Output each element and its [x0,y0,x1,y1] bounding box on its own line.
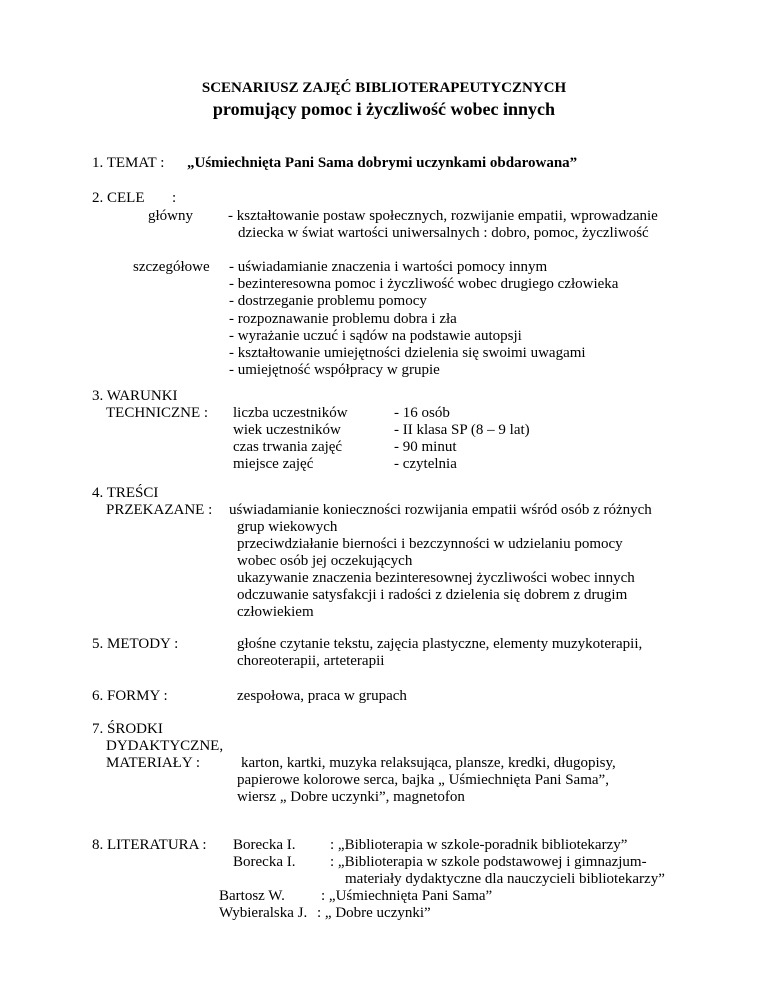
tresci-line: uświadamianie konieczności rozwijania empatii wśród osób z różnych [229,502,652,518]
list-item: - rozpoznawanie problemu dobra i zła [229,310,457,327]
literatura-author: Bartosz W. [219,888,285,904]
warunki-value: - II klasa SP (8 – 9 lat) [394,422,530,438]
section-tresci-label: 4. TREŚCI [92,485,159,501]
tresci-line: człowiekiem [237,604,314,620]
list-item: - dostrzeganie problemu pomocy [229,293,427,310]
srodki-line: wiersz „ Dobre uczynki”, magnetofon [237,789,465,805]
cele-glowny-label: główny [148,208,193,224]
warunki-value: - czytelnia [394,456,457,472]
literatura-author: Wybieralska J. [219,905,308,921]
metody-line: choreoterapii, arteterapii [237,653,385,669]
literatura-author: Borecka I. [233,837,296,853]
cele-szczegolowe-label: szczegółowe [133,259,210,275]
section-temat-label: 1. TEMAT : [92,155,165,171]
tresci-line: odczuwanie satysfakcji i radości z dzielenia się dobrem z drugim [237,587,628,603]
cele-glowny-line: - kształtowanie postaw społecznych, rozwijanie empatii, wprowadzanie [228,208,658,224]
warunki-key: miejsce zajęć [233,456,314,472]
tresci-line: przeciwdziałanie bierności i bezczynności w udzielaniu pomocy [237,536,623,552]
list-item: - umiejętność współpracy w grupie [229,362,440,379]
literatura-author: Borecka I. [233,854,296,870]
list-item: - wyrażanie uczuć i sądów na podstawie autopsji [229,327,522,344]
literatura-title: : „Biblioterapia w szkole podstawowej i gimnazjum- [330,854,647,870]
literatura-title: : „Biblioterapia w szkole-poradnik bibliotekarzy” [330,837,628,853]
section-warunki-label: 3. WARUNKI [92,388,178,404]
section-cele-colon: : [172,190,177,206]
literatura-title: materiały dydaktyczne dla nauczycieli bibliotekarzy” [345,871,665,887]
srodki-line: karton, kartki, muzyka relaksująca, plansze, kredki, długopisy, [241,755,616,771]
warunki-key: czas trwania zajęć [233,439,343,455]
section-warunki-label: TECHNICZNE : [106,405,209,421]
tresci-line: grup wiekowych [237,519,338,535]
section-srodki-label: DYDAKTYCZNE, [106,738,224,754]
section-formy-label: 6. FORMY : [92,688,168,704]
list-item: - uświadamianie znaczenia i wartości pomocy innym [229,259,548,275]
section-metody-label: 5. METODY : [92,636,179,652]
section-srodki-label: MATERIAŁY : [106,755,201,771]
literatura-title: : „ Dobre uczynki” [317,905,431,921]
section-literatura-label: 8. LITERATURA : [92,837,207,853]
tresci-line: ukazywanie znaczenia bezinteresownej życzliwości wobec innych [237,570,635,586]
section-tresci-label: PRZEKAZANE : [106,502,213,518]
tresci-line: wobec osób jej oczekujących [237,553,413,569]
cele-glowny-line: dziecka w świat wartości uniwersalnych : dobro, pomoc, życzliwość [238,225,649,241]
section-srodki-label: 7. ŚRODKI [92,721,163,737]
section-temat-value: „Uśmiechnięta Pani Sama dobrymi uczynkami obdarowana” [187,155,578,171]
section-cele-label: 2. CELE [92,190,145,206]
srodki-line: papierowe kolorowe serca, bajka „ Uśmiechnięta Pani Sama”, [237,772,609,788]
warunki-value: - 90 minut [394,439,457,455]
list-item: - kształtowanie umiejętności dzielenia się swoimi uwagami [229,345,586,362]
cele-szczegolowe-list [229,259,618,379]
document-title: SCENARIUSZ ZAJĘĆ BIBLIOTERAPEUTYCZNYCH [201,80,567,96]
formy-value: zespołowa, praca w grupach [237,688,407,704]
warunki-key: wiek uczestników [233,422,341,438]
list-item: - bezinteresowna pomoc i życzliwość wobec drugiego człowieka [229,276,619,293]
metody-line: głośne czytanie tekstu, zajęcia plastyczne, elementy muzykoterapii, [237,636,643,652]
warunki-value: - 16 osób [394,405,450,421]
document-subtitle: promujący pomoc i życzliwość wobec innych [212,99,556,119]
literatura-title: : „Uśmiechnięta Pani Sama” [321,888,493,904]
warunki-key: liczba uczestników [233,405,348,421]
